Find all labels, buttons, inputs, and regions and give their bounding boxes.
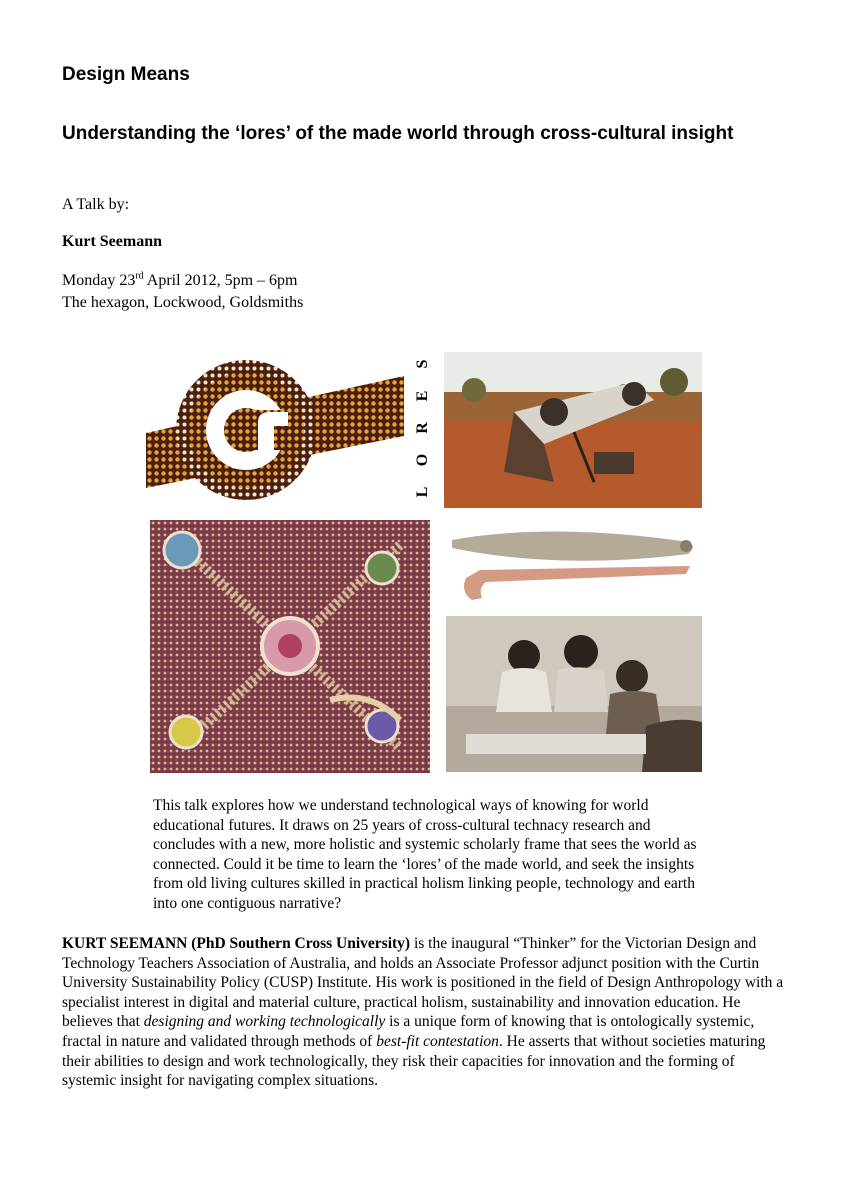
bio-name: KURT SEEMANN (PhD Southern Cross University)	[62, 935, 411, 952]
lores-letter: L	[414, 486, 431, 498]
bio-italic-2: best-fit contestation	[376, 1032, 499, 1050]
bio-text-3: . He asserts that without societies maturing their abilities to design and work technologically, they risk their capacities for innovation and the forming of systemic insight for navigating complex situations.	[62, 1032, 766, 1090]
carved-artefacts-image	[446, 518, 704, 610]
talk-intro: A Talk by:	[62, 196, 130, 213]
bio-italic-1: designing and working technologically	[143, 1013, 386, 1031]
lores-letter: E	[414, 390, 431, 402]
lores-letter: R	[414, 422, 431, 434]
dot-painting-image	[150, 520, 430, 773]
talk-venue: The hexagon, Lockwood, Goldsmiths	[62, 294, 304, 311]
dot-art-logo-image	[146, 358, 404, 508]
lores-vertical-label	[410, 355, 436, 505]
date-rest: April 2012, 5pm – 6pm	[143, 272, 298, 289]
bio-text-1: is the inaugural “Thinker” for the Victorian Design and Technology Teachers Association of Australia, and holds an Associate Professor adjunct position with the Curtin University Sustainability Policy (CUSP) Institute. His work is positioned in the field of Design Anthropology with a specialist interest in digital and material culture, practical holism, sustainability and innovation education. He believes that	[62, 935, 784, 1031]
date-suffix: rd	[135, 270, 144, 282]
date-day: Monday 23	[62, 272, 136, 289]
workshop-people-photo	[446, 616, 702, 772]
talk-date	[62, 271, 297, 290]
talk-abstract: This talk explores how we understand technological ways of knowing for world educational futures. It draws on 25 years of cross-cultural technacy research and concludes with a new, more holistic and systemic scholarly frame that sees the world as connected. Could it be time to learn the ‘lores’ of the made world, and seek the insights from old living cultures skilled in practical holism linking people, technology and earth into one contiguous narrative?	[153, 797, 697, 912]
speaker-bio	[62, 934, 792, 1091]
page-subtitle: Understanding the ‘lores’ of the made world through cross-cultural insight	[62, 123, 734, 144]
wrecked-car-photo	[444, 352, 702, 508]
bio-text-2: is a unique form of knowing that is ontologically systemic, fractal in nature and validated through methods of	[62, 1013, 755, 1050]
lores-letter: S	[414, 359, 431, 369]
page-title: Design Means	[62, 64, 190, 85]
speaker-name: Kurt Seemann	[62, 233, 162, 250]
lores-letter: O	[414, 453, 431, 467]
